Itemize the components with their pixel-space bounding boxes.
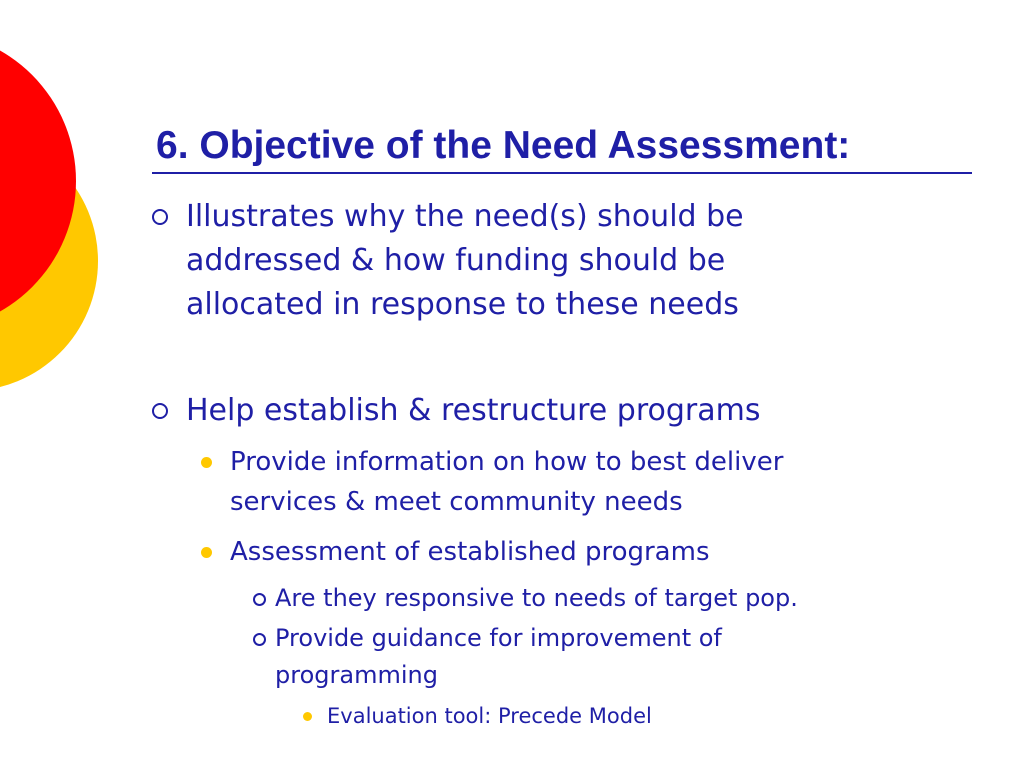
yellow-dot-bullet-icon <box>303 712 312 721</box>
hollow-circle-bullet-icon <box>152 209 168 225</box>
yellow-dot-bullet-icon <box>201 457 212 468</box>
bullet-line: allocated in response to these needs <box>186 287 739 322</box>
title-underline <box>152 172 972 174</box>
bullet-line: addressed & how funding should be <box>186 243 726 278</box>
sub-bullet-line: services & meet community needs <box>230 487 683 517</box>
sub-bullet-line: Provide information on how to best deliver <box>230 447 784 477</box>
sub-sub-bullet-line: programming <box>275 661 438 689</box>
bullet-line: Illustrates why the need(s) should be <box>186 199 744 234</box>
yellow-dot-bullet-icon <box>201 547 212 558</box>
sub-bullet-line: Assessment of established programs <box>230 537 710 567</box>
sub-sub-bullet-line: Are they responsive to needs of target pop. <box>275 584 798 612</box>
slide-title: 6. Objective of the Need Assessment: <box>156 124 851 167</box>
hollow-circle-bullet-icon <box>253 593 266 606</box>
hollow-circle-bullet-icon <box>253 633 266 646</box>
level4-bullet-line: Evaluation tool: Precede Model <box>327 704 652 728</box>
sub-sub-bullet-line: Provide guidance for improvement of <box>275 624 722 652</box>
bullet-line: Help establish & restructure programs <box>186 393 761 428</box>
hollow-circle-bullet-icon <box>152 403 168 419</box>
